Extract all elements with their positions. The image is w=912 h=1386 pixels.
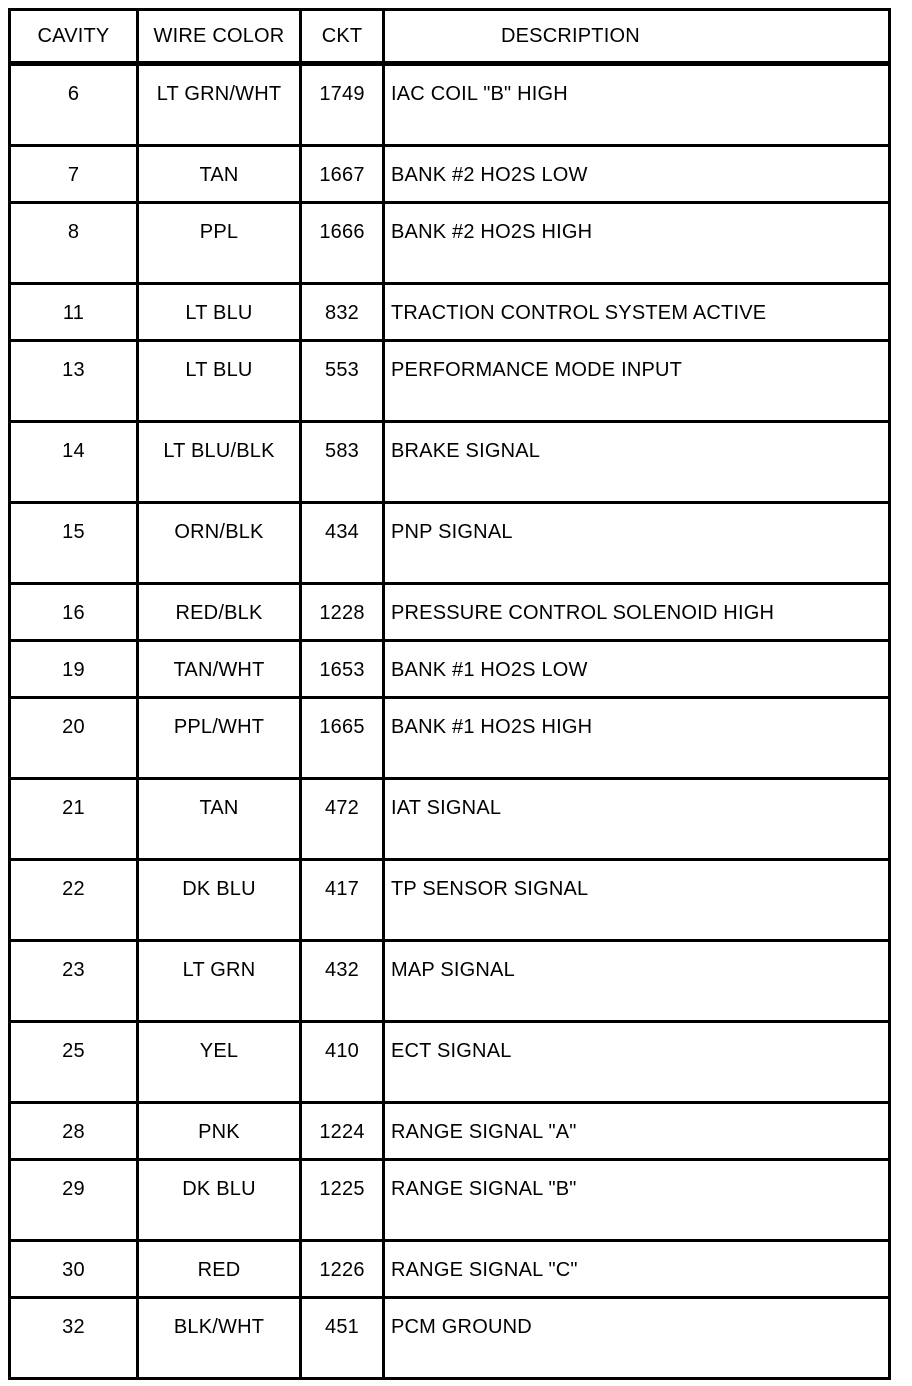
cavity-cell: 19 (10, 641, 138, 698)
table-row (10, 64, 890, 146)
header-row (10, 10, 890, 64)
connector-pinout-table (8, 8, 891, 1380)
wire-color-cell: LT BLU (138, 284, 301, 341)
table-row (10, 779, 890, 860)
wire-color-cell: PNK (138, 1103, 301, 1160)
cavity-cell: 22 (10, 860, 138, 941)
cavity-cell: 28 (10, 1103, 138, 1160)
wire-color-cell: LT BLU (138, 341, 301, 422)
table-row (10, 1241, 890, 1298)
cavity-cell: 7 (10, 146, 138, 203)
ckt-cell: 434 (301, 503, 384, 584)
table-row (10, 422, 890, 503)
ckt-cell: 1665 (301, 698, 384, 779)
table-row (10, 1022, 890, 1103)
cavity-cell: 23 (10, 941, 138, 1022)
wire-color-cell: TAN (138, 779, 301, 860)
table-row (10, 284, 890, 341)
table-row (10, 1160, 890, 1241)
header-wire-color: WIRE COLOR (138, 10, 301, 64)
ckt-cell: 1228 (301, 584, 384, 641)
description-cell: PNP SIGNAL (384, 503, 890, 584)
table-header (10, 10, 890, 64)
header-description: DESCRIPTION (384, 10, 890, 64)
wire-color-cell: TAN (138, 146, 301, 203)
cavity-cell: 15 (10, 503, 138, 584)
description-cell: PERFORMANCE MODE INPUT (384, 341, 890, 422)
ckt-cell: 583 (301, 422, 384, 503)
cavity-cell: 6 (10, 64, 138, 146)
wire-color-cell: DK BLU (138, 860, 301, 941)
table-row (10, 584, 890, 641)
cavity-cell: 13 (10, 341, 138, 422)
wire-color-cell: RED/BLK (138, 584, 301, 641)
table-row (10, 503, 890, 584)
ckt-cell: 432 (301, 941, 384, 1022)
table-row (10, 641, 890, 698)
table-row (10, 203, 890, 284)
description-cell: RANGE SIGNAL "C" (384, 1241, 890, 1298)
header-cavity: CAVITY (10, 10, 138, 64)
description-cell: MAP SIGNAL (384, 941, 890, 1022)
description-cell: BANK #1 HO2S HIGH (384, 698, 890, 779)
description-cell: RANGE SIGNAL "B" (384, 1160, 890, 1241)
wire-color-cell: DK BLU (138, 1160, 301, 1241)
wire-color-cell: ORN/BLK (138, 503, 301, 584)
wire-color-cell: TAN/WHT (138, 641, 301, 698)
cavity-cell: 29 (10, 1160, 138, 1241)
ckt-cell: 1666 (301, 203, 384, 284)
table-body (10, 64, 890, 1379)
table-row (10, 341, 890, 422)
table-row (10, 698, 890, 779)
table-row (10, 1298, 890, 1379)
wire-color-cell: LT BLU/BLK (138, 422, 301, 503)
cavity-cell: 25 (10, 1022, 138, 1103)
ckt-cell: 1226 (301, 1241, 384, 1298)
cavity-cell: 32 (10, 1298, 138, 1379)
description-cell: IAT SIGNAL (384, 779, 890, 860)
cavity-cell: 30 (10, 1241, 138, 1298)
ckt-cell: 1653 (301, 641, 384, 698)
ckt-cell: 410 (301, 1022, 384, 1103)
cavity-cell: 16 (10, 584, 138, 641)
wire-color-cell: PPL (138, 203, 301, 284)
wire-color-cell: BLK/WHT (138, 1298, 301, 1379)
ckt-cell: 1667 (301, 146, 384, 203)
wire-color-cell: RED (138, 1241, 301, 1298)
cavity-cell: 14 (10, 422, 138, 503)
cavity-cell: 20 (10, 698, 138, 779)
ckt-cell: 832 (301, 284, 384, 341)
ckt-cell: 1749 (301, 64, 384, 146)
ckt-cell: 1224 (301, 1103, 384, 1160)
cavity-cell: 11 (10, 284, 138, 341)
wire-color-cell: PPL/WHT (138, 698, 301, 779)
description-cell: BRAKE SIGNAL (384, 422, 890, 503)
description-cell: TRACTION CONTROL SYSTEM ACTIVE (384, 284, 890, 341)
wire-color-cell: YEL (138, 1022, 301, 1103)
cavity-cell: 8 (10, 203, 138, 284)
description-cell: BANK #1 HO2S LOW (384, 641, 890, 698)
table-row (10, 1103, 890, 1160)
ckt-cell: 451 (301, 1298, 384, 1379)
description-cell: ECT SIGNAL (384, 1022, 890, 1103)
table-row (10, 146, 890, 203)
cavity-cell: 21 (10, 779, 138, 860)
description-cell: IAC COIL "B" HIGH (384, 64, 890, 146)
header-ckt: CKT (301, 10, 384, 64)
description-cell: BANK #2 HO2S HIGH (384, 203, 890, 284)
ckt-cell: 417 (301, 860, 384, 941)
table-row (10, 941, 890, 1022)
table-row (10, 860, 890, 941)
description-cell: BANK #2 HO2S LOW (384, 146, 890, 203)
description-cell: PCM GROUND (384, 1298, 890, 1379)
wire-color-cell: LT GRN (138, 941, 301, 1022)
wire-color-cell: LT GRN/WHT (138, 64, 301, 146)
ckt-cell: 1225 (301, 1160, 384, 1241)
description-cell: PRESSURE CONTROL SOLENOID HIGH (384, 584, 890, 641)
ckt-cell: 553 (301, 341, 384, 422)
description-cell: TP SENSOR SIGNAL (384, 860, 890, 941)
description-cell: RANGE SIGNAL "A" (384, 1103, 890, 1160)
ckt-cell: 472 (301, 779, 384, 860)
